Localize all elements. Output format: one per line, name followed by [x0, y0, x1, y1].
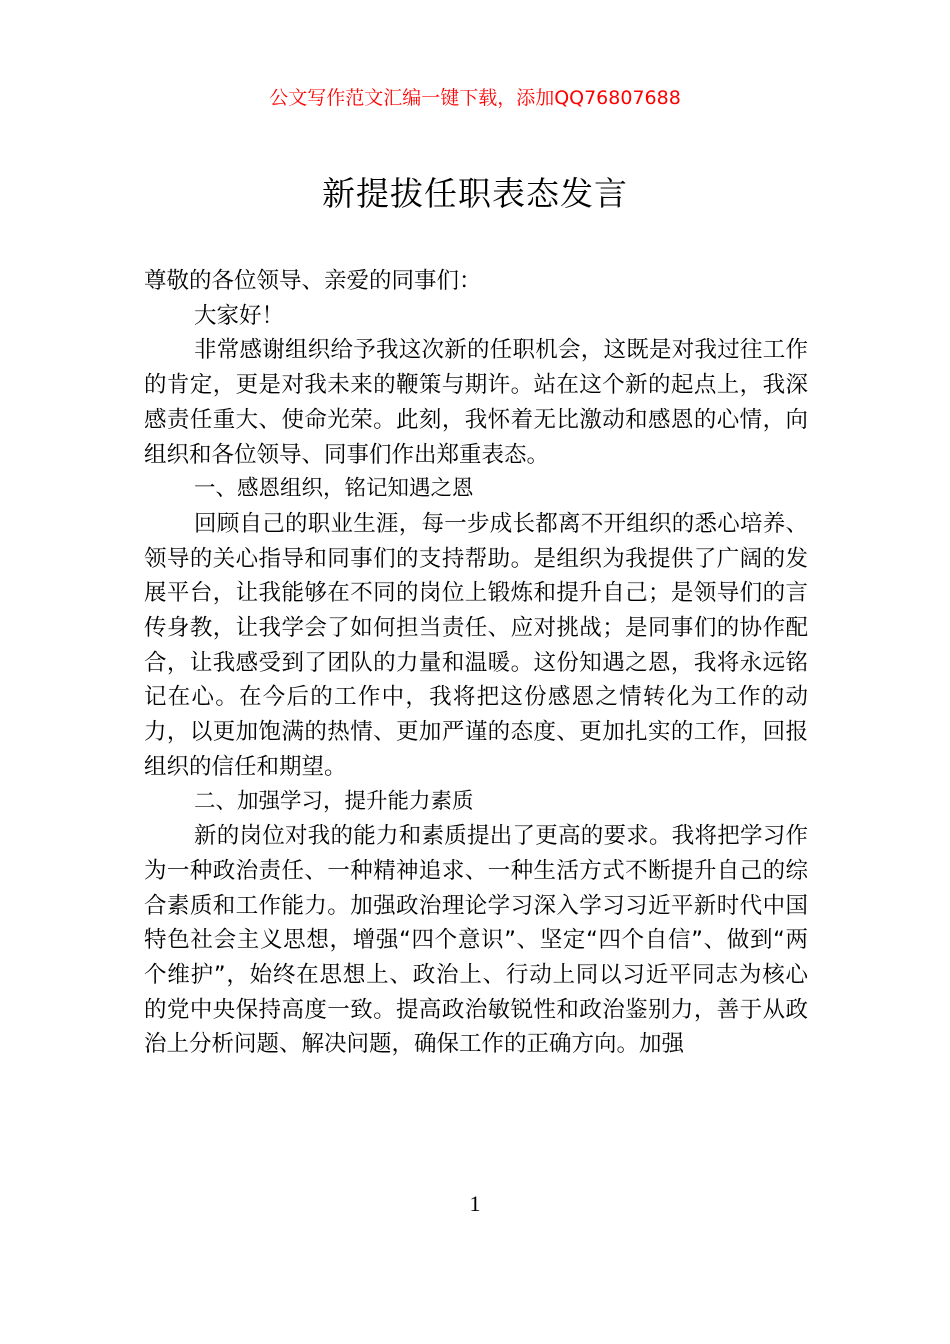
- intro-paragraph: 非常感谢组织给予我这次新的任职机会，这既是对我过往工作的肯定，更是对我未来的鞭策与期许。站在这个新的起点上，我深感责任重大、使命光荣。此刻，我怀着无比激动和感恩的心情，向组织和各位领导、同事们作出郑重表态。: [144, 337, 808, 468]
- section-1-paragraph: 回顾自己的职业生涯，每一步成长都离不开组织的悉心培养、领导的关心指导和同事们的支持帮助。是组织为我提供了广阔的发展平台，让我能够在不同的岗位上锻炼和提升自己；是领导们的言传身教，让我学会了如何担当责任、应对挑战；是同事们的协作配合，让我感受到了团队的力量和温暖。这份知遇之恩，我将永远铭记在心。在今后的工作中，我将把这份感恩之情转化为工作的动力，以更加饱满的热情、更加严谨的态度、更加扎实的工作，回报组织的信任和期望。: [144, 510, 808, 780]
- salutation: 尊敬的各位领导、亲爱的同事们：: [144, 268, 482, 294]
- document-body: [144, 264, 808, 1062]
- section-heading-2: 二、加强学习，提升能力素质: [194, 788, 474, 814]
- download-notice: 公文写作范文汇编一键下载，添加QQ76807688: [269, 87, 681, 109]
- section-2-paragraph: 新的岗位对我的能力和素质提出了更高的要求。我将把学习作为一种政治责任、一种精神追求、一种生活方式不断提升自己的综合素质和工作能力。加强政治理论学习深入学习习近平新时代中国特色社会主义思想，增强“四个意识”、坚定“四个自信”、做到“两个维护”，始终在思想上、政治上、行动上同以习近平同志为核心的党中央保持高度一致。提高政治敏锐性和政治鉴别力，善于从政治上分析问题、解决问题，确保工作的正确方向。加强: [144, 823, 808, 1058]
- greeting: 大家好！: [194, 302, 285, 329]
- page-number: 1: [469, 1191, 481, 1216]
- document-title: 新提拔任职表态发言: [322, 174, 628, 213]
- section-heading-1: 一、感恩组织，铭记知遇之恩: [194, 476, 474, 502]
